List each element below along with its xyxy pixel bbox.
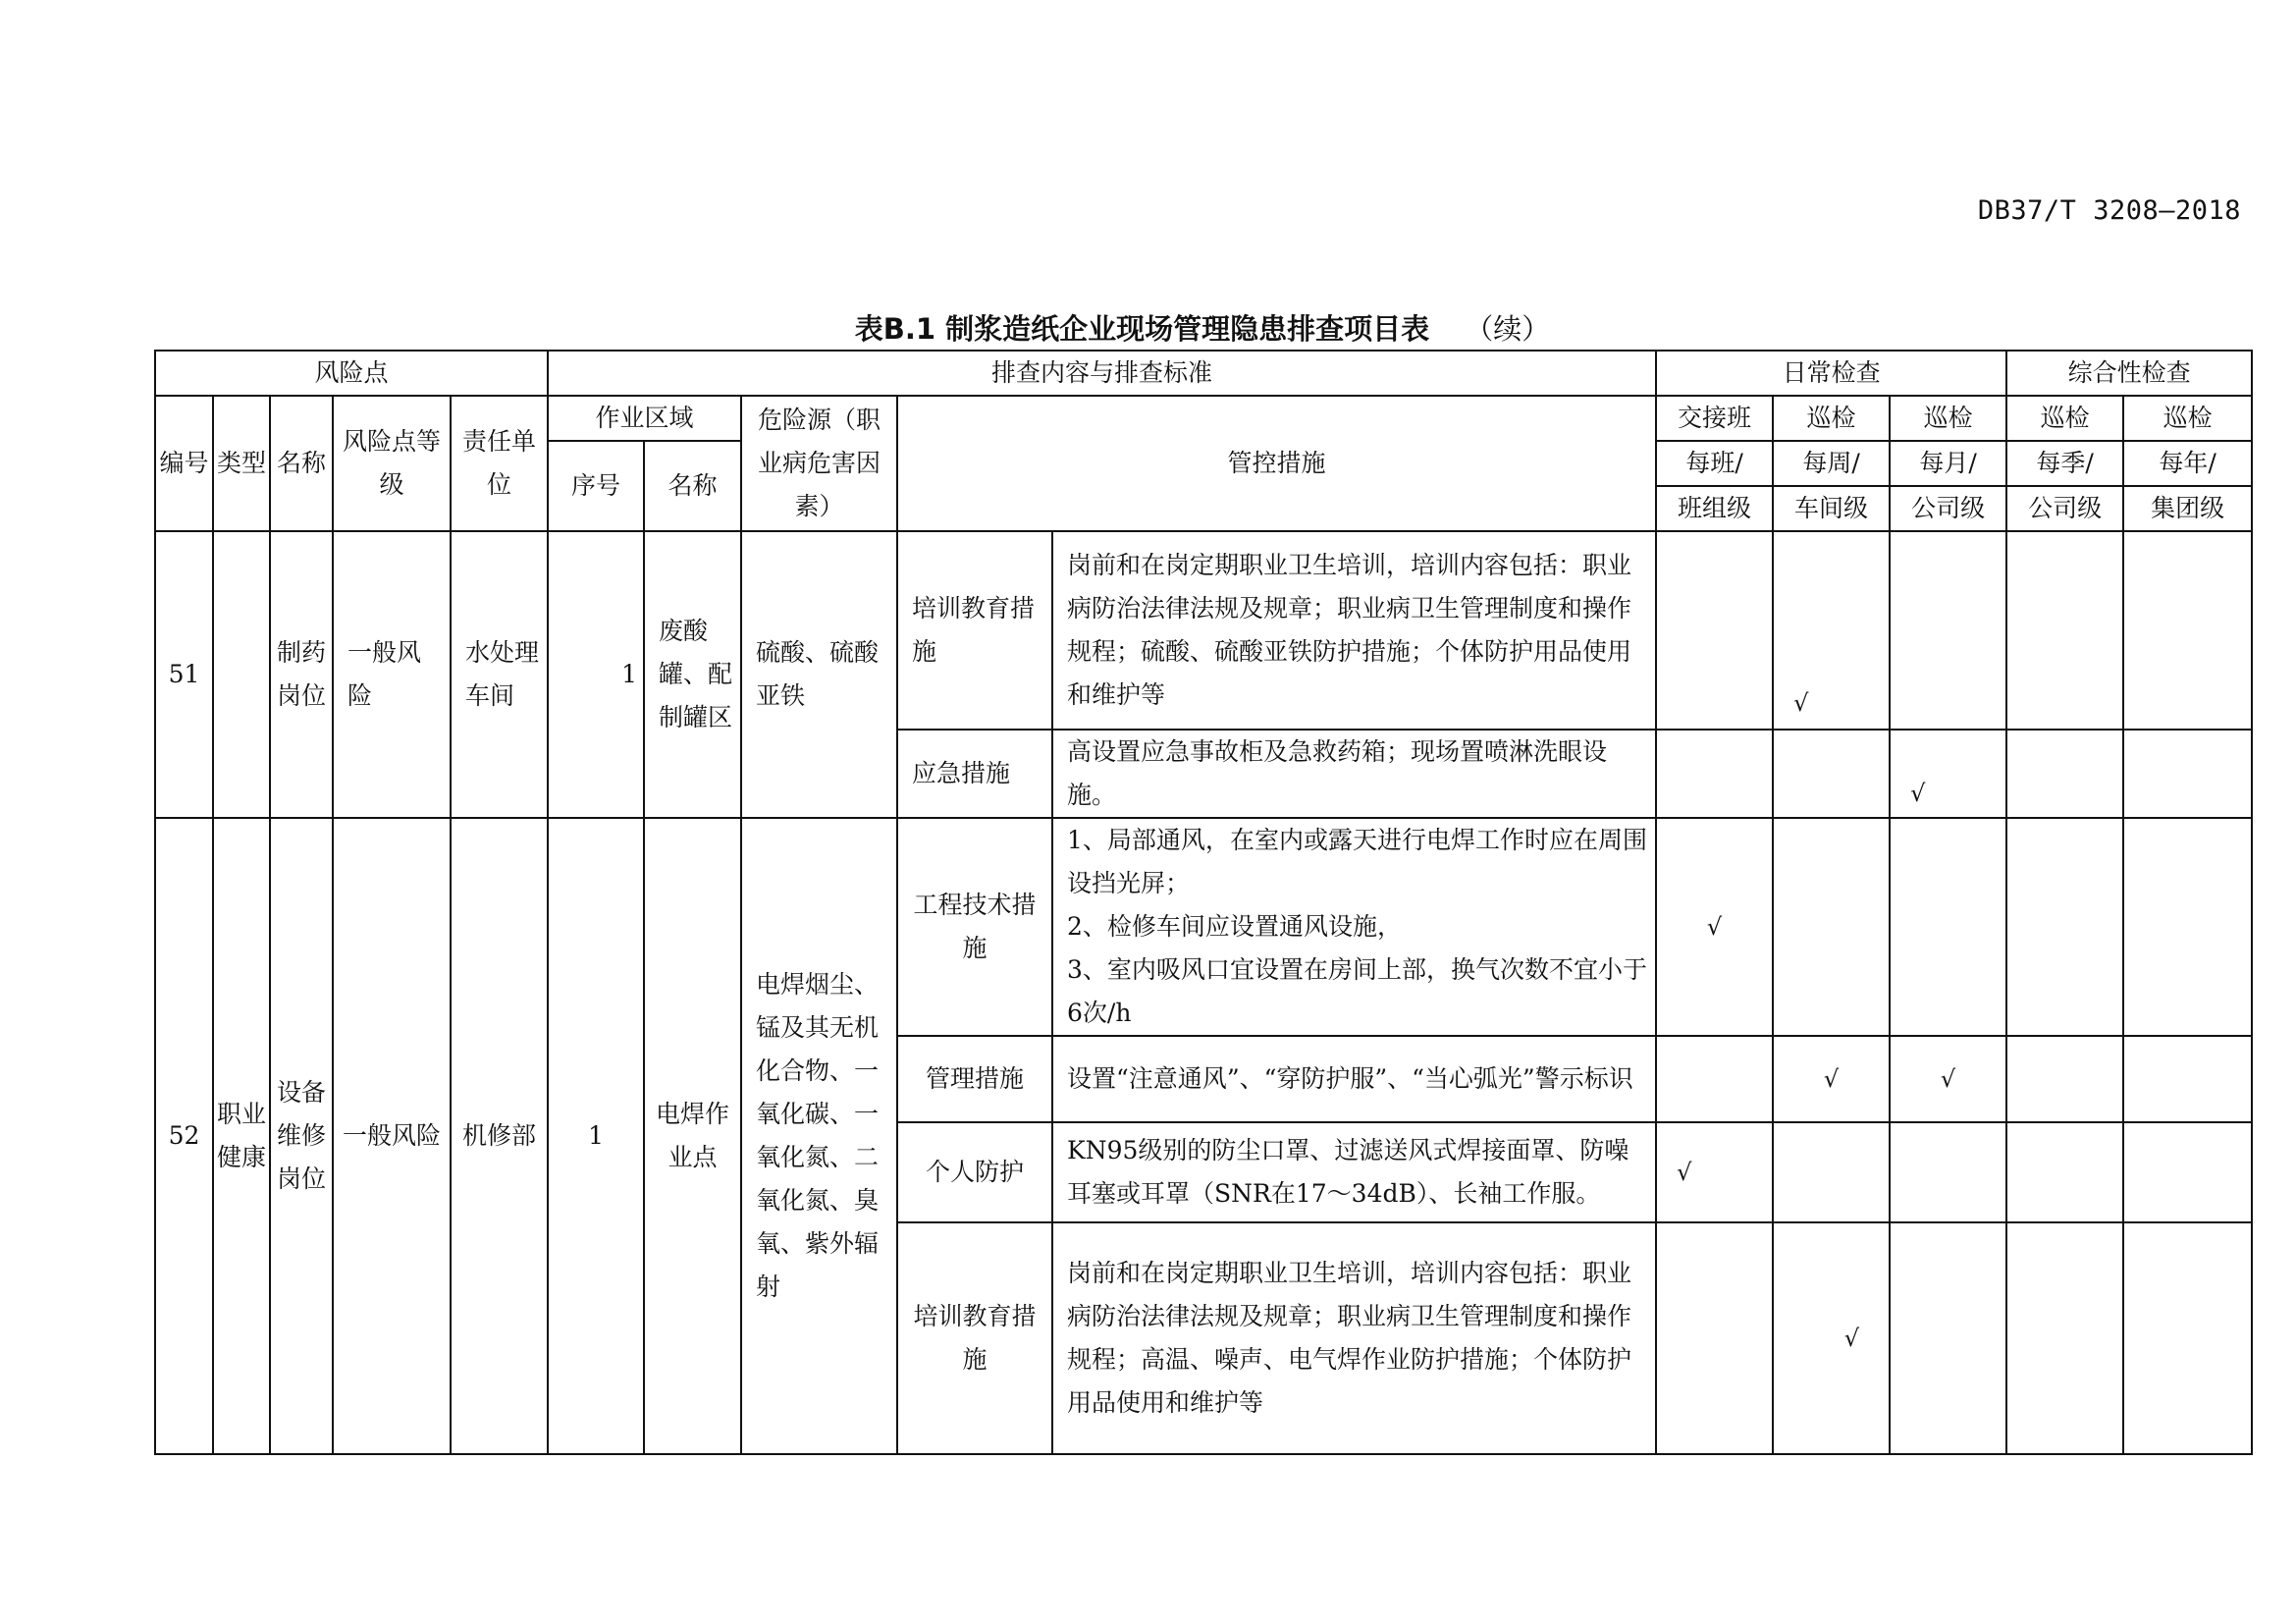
continued-label: （续） [1465, 312, 1551, 346]
hazard-inspection-table [154, 350, 2253, 1455]
header-area-name: 名称 [644, 441, 741, 531]
table-row [155, 531, 2252, 730]
header-shift-1: 交接班 [1656, 396, 1773, 441]
header-month-1: 巡检 [1890, 396, 2006, 441]
row51-unit: 水处理车间 [451, 531, 548, 818]
row52-area-name: 电焊作业点 [644, 818, 741, 1454]
check-mark: √ [1940, 1065, 1956, 1093]
row52-measure-text-4: 岗前和在岗定期职业卫生培训，培训内容包括：职业病防治法律法规及规章；职业病卫生管理制度和操作规程；高温、噪声、电气焊作业防护措施；个体防护用品使用和维护等 [1052, 1222, 1656, 1454]
row51-measure-text-2: 高设置应急事故柜及急救药箱；现场置喷淋洗眼设施。 [1052, 730, 1656, 818]
row52-name: 设备维修岗位 [270, 818, 333, 1454]
row52-measure-line: 3、室内吸风口宜设置在房间上部，换气次数不宜小于6次/h [1067, 955, 1647, 1027]
header-comprehensive: 综合性检查 [2006, 351, 2252, 396]
header-daily: 日常检查 [1656, 351, 2006, 396]
row52-measure-text-1 [1052, 818, 1656, 1036]
check-mark: √ [1823, 1065, 1840, 1093]
check-mark: √ [1677, 1159, 1692, 1186]
row51-measure-type-2: 应急措施 [897, 730, 1052, 818]
check-mark: √ [1793, 689, 1809, 717]
row52-hazard: 电焊烟尘、锰及其无机化合物、一氧化碳、一氧化氮、二氧化氮、臭氧、紫外辐射 [741, 818, 897, 1454]
header-no: 编号 [155, 396, 213, 531]
row51-seq: 1 [548, 531, 644, 818]
table-title-text: 表B.1 制浆造纸企业现场管理隐患排查项目表 [854, 312, 1430, 346]
header-level: 风险点等级 [333, 396, 451, 531]
row52-no: 52 [155, 818, 213, 1454]
header-seq: 序号 [548, 441, 644, 531]
header-month-2: 每月/ [1890, 441, 2006, 486]
header-name: 名称 [270, 396, 333, 531]
row52-measure-text-2: 设置“注意通风”、“穿防护服”、“当心弧光”警示标识 [1052, 1036, 1656, 1122]
row52-measure-type-3: 个人防护 [897, 1122, 1052, 1222]
check-mark: √ [1910, 780, 1926, 807]
row51-hazard: 硫酸、硫酸亚铁 [741, 531, 897, 818]
header-inspection: 排查内容与排查标准 [548, 351, 1656, 396]
row51-no: 51 [155, 531, 213, 818]
header-month-3: 公司级 [1890, 486, 2006, 531]
header-year-2: 每年/ [2123, 441, 2252, 486]
row51-measure-text-1: 岗前和在岗定期职业卫生培训，培训内容包括：职业病防治法律法规及规章；职业病卫生管理制度和操作规程；硫酸、硫酸亚铁防护措施；个体防护用品使用和维护等 [1052, 531, 1656, 730]
header-unit: 责任单位 [451, 396, 548, 531]
row52-type: 职业健康 [213, 818, 270, 1454]
check-mark: √ [1843, 1325, 1860, 1352]
header-season-3: 公司级 [2006, 486, 2123, 531]
row51-level: 一般风险 [333, 531, 451, 818]
row52-measure-type-2: 管理措施 [897, 1036, 1052, 1122]
table-title [154, 307, 2251, 348]
row52-seq: 1 [548, 818, 644, 1454]
header-week-1: 巡检 [1773, 396, 1890, 441]
header-year-1: 巡检 [2123, 396, 2252, 441]
row52-unit: 机修部 [451, 818, 548, 1454]
header-type: 类型 [213, 396, 270, 531]
standard-code: DB37/T 3208—2018 [1977, 195, 2241, 226]
row52-measure-line: 1、局部通风，在室内或露天进行电焊工作时应在周围设挡光屏； [1067, 826, 1647, 897]
row52-measure-line: 2、检修车间应设置通风设施， [1067, 912, 1402, 941]
header-shift-2: 每班/ [1656, 441, 1773, 486]
header-season-1: 巡检 [2006, 396, 2123, 441]
header-week-2: 每周/ [1773, 441, 1890, 486]
row52-measure-type-1: 工程技术措施 [897, 818, 1052, 1036]
header-measures: 管控措施 [897, 396, 1656, 531]
row51-area-name: 废酸罐、配制罐区 [644, 531, 741, 818]
row51-measure-type-1: 培训教育措施 [897, 531, 1052, 730]
row52-measure-type-4: 培训教育措施 [897, 1222, 1052, 1454]
header-season-2: 每季/ [2006, 441, 2123, 486]
row52-measure-text-3: KN95级别的防尘口罩、过滤送风式焊接面罩、防噪耳塞或耳罩（SNR在17～34dB）、长袖工作服。 [1052, 1122, 1656, 1222]
header-hazard: 危险源（职业病危害因素） [741, 396, 897, 531]
row51-type [213, 531, 270, 818]
header-area: 作业区域 [548, 396, 741, 441]
header-shift-3: 班组级 [1656, 486, 1773, 531]
row51-name: 制药岗位 [270, 531, 333, 818]
table-row [155, 818, 2252, 1036]
header-year-3: 集团级 [2123, 486, 2252, 531]
check-mark: √ [1706, 913, 1723, 941]
header-week-3: 车间级 [1773, 486, 1890, 531]
header-risk-point: 风险点 [155, 351, 548, 396]
row52-level: 一般风险 [333, 818, 451, 1454]
